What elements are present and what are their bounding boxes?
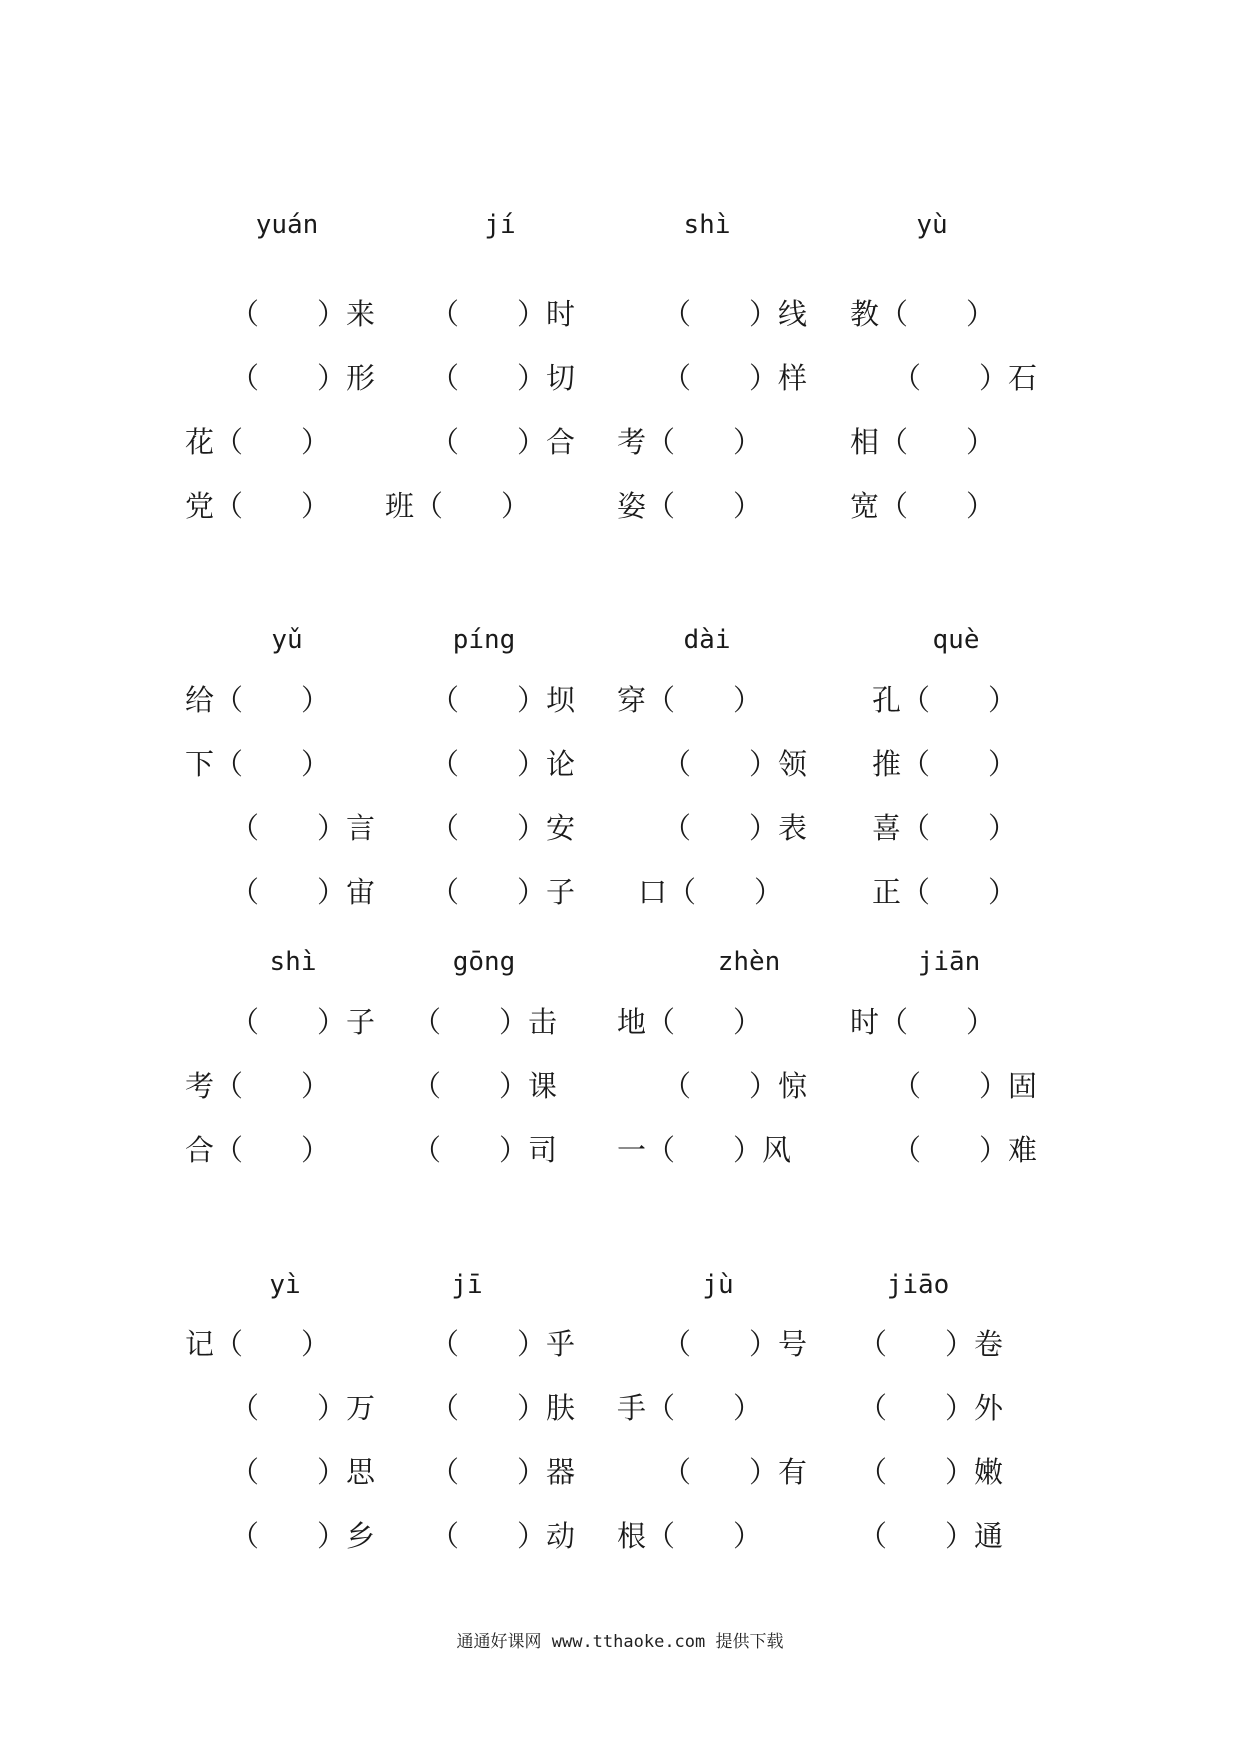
fill-blank-item: 喜（ ） [872, 811, 1018, 845]
fill-blank-item: （ ）言 [230, 811, 376, 845]
fill-blank-item: 花（ ） [185, 425, 331, 459]
fill-blank-item: 班（ ） [385, 489, 531, 523]
fill-blank-item: （ ）击 [412, 1005, 558, 1039]
fill-blank-item: 相（ ） [850, 425, 996, 459]
fill-blank-item: 穿（ ） [617, 683, 763, 717]
word-row [0, 870, 1240, 914]
fill-blank-item: （ ）表 [662, 811, 808, 845]
word-row [0, 678, 1240, 722]
fill-blank-item: 教（ ） [850, 297, 996, 331]
word-row [0, 484, 1240, 528]
pinyin-label: yù [916, 210, 948, 240]
word-row [0, 1386, 1240, 1430]
word-row [0, 1322, 1240, 1366]
fill-blank-item: （ ）有 [662, 1455, 808, 1489]
fill-blank-item: 姿（ ） [617, 489, 763, 523]
fill-blank-item: （ ）领 [662, 747, 808, 781]
pinyin-row [0, 942, 1240, 982]
fill-blank-item: （ ）肤 [430, 1391, 576, 1425]
fill-blank-item: （ ）子 [430, 875, 576, 909]
fill-blank-item: 考（ ） [617, 425, 763, 459]
fill-blank-item: （ ）号 [662, 1327, 808, 1361]
fill-blank-item: （ ）通 [858, 1519, 1004, 1553]
fill-blank-item: （ ）思 [230, 1455, 376, 1489]
fill-blank-item: （ ）乡 [230, 1519, 376, 1553]
pinyin-label: yǔ [271, 625, 303, 655]
fill-blank-item: 记（ ） [185, 1327, 331, 1361]
pinyin-label: yuán [255, 210, 319, 240]
fill-blank-item: （ ）万 [230, 1391, 376, 1425]
word-row [0, 420, 1240, 464]
fill-blank-item: （ ）司 [412, 1133, 558, 1167]
word-row [0, 806, 1240, 850]
fill-blank-item: （ ）难 [892, 1133, 1038, 1167]
fill-blank-item: （ ）坝 [430, 683, 576, 717]
fill-blank-item: （ ）外 [858, 1391, 1004, 1425]
word-row [0, 1514, 1240, 1558]
fill-blank-item: 手（ ） [617, 1391, 763, 1425]
pinyin-label: jī [451, 1270, 483, 1300]
pinyin-row [0, 620, 1240, 660]
fill-blank-item: （ ）课 [412, 1069, 558, 1103]
pinyin-label: yì [269, 1270, 301, 1300]
fill-blank-item: （ ）嫩 [858, 1455, 1004, 1489]
fill-blank-item: （ ）子 [230, 1005, 376, 1039]
fill-blank-item: 合（ ） [185, 1133, 331, 1167]
word-row [0, 742, 1240, 786]
pinyin-label: què [932, 625, 980, 655]
fill-blank-item: 宽（ ） [850, 489, 996, 523]
pinyin-label: jù [702, 1270, 734, 1300]
word-row [0, 356, 1240, 400]
pinyin-label: jiāo [886, 1270, 950, 1300]
fill-blank-item: （ ）样 [662, 361, 808, 395]
fill-blank-item: 给（ ） [185, 683, 331, 717]
fill-blank-item: （ ）安 [430, 811, 576, 845]
fill-blank-item: （ ）器 [430, 1455, 576, 1489]
fill-blank-item: 推（ ） [872, 747, 1018, 781]
pinyin-label: zhèn [717, 947, 781, 977]
pinyin-label: gōng [452, 947, 516, 977]
fill-blank-item: （ ）时 [430, 297, 576, 331]
fill-blank-item: 时（ ） [850, 1005, 996, 1039]
footer-source-text: 通通好课网 www.tthaoke.com 提供下载 [456, 1632, 784, 1652]
word-row [0, 1450, 1240, 1494]
fill-blank-item: 考（ ） [185, 1069, 331, 1103]
fill-blank-item: （ ）动 [430, 1519, 576, 1553]
word-row [0, 1128, 1240, 1172]
fill-blank-item: 孔（ ） [872, 683, 1018, 717]
pinyin-row [0, 205, 1240, 245]
fill-blank-item: （ ）惊 [662, 1069, 808, 1103]
fill-blank-item: 一（ ）风 [617, 1133, 792, 1167]
fill-blank-item: （ ）形 [230, 361, 376, 395]
fill-blank-item: （ ）论 [430, 747, 576, 781]
word-row [0, 1064, 1240, 1108]
word-row [0, 1000, 1240, 1044]
fill-blank-item: （ ）线 [662, 297, 808, 331]
pinyin-label: shì [683, 210, 731, 240]
fill-blank-item: （ ）乎 [430, 1327, 576, 1361]
fill-blank-item: 正（ ） [872, 875, 1018, 909]
fill-blank-item: （ ）宙 [230, 875, 376, 909]
fill-blank-item: （ ）切 [430, 361, 576, 395]
pinyin-row [0, 1265, 1240, 1305]
fill-blank-item: （ ）合 [430, 425, 576, 459]
fill-blank-item: 地（ ） [617, 1005, 763, 1039]
pinyin-label: shì [269, 947, 317, 977]
fill-blank-item: 下（ ） [185, 747, 331, 781]
fill-blank-item: 根（ ） [617, 1519, 763, 1553]
pinyin-label: dài [683, 625, 731, 655]
fill-blank-item: （ ）固 [892, 1069, 1038, 1103]
fill-blank-item: （ ）石 [892, 361, 1038, 395]
fill-blank-item: 口（ ） [638, 875, 784, 909]
fill-blank-item: （ ）来 [230, 297, 376, 331]
pinyin-label: píng [452, 625, 516, 655]
pinyin-label: jiān [917, 947, 981, 977]
pinyin-label: jí [484, 210, 516, 240]
fill-blank-item: （ ）卷 [858, 1327, 1004, 1361]
word-row [0, 292, 1240, 336]
fill-blank-item: 党（ ） [185, 489, 331, 523]
